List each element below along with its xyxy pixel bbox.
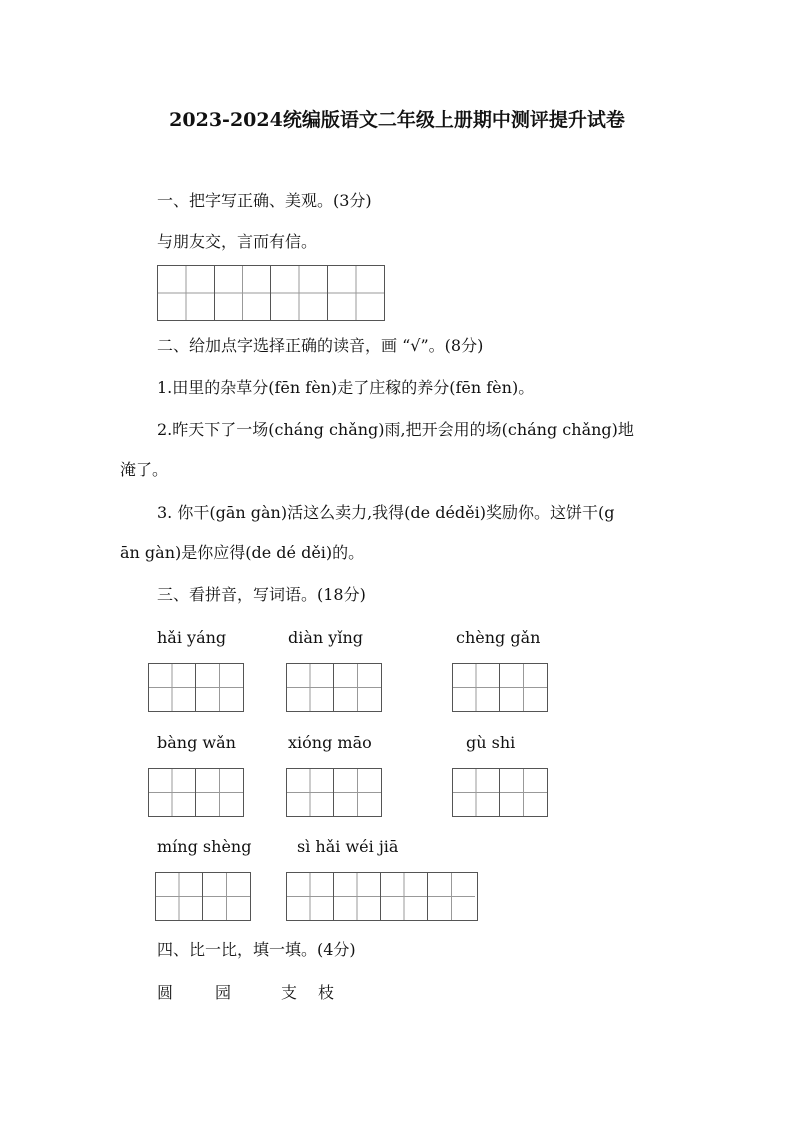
writing-grid-si-hai-wei-jia[interactable]: [286, 872, 478, 921]
writing-grid-hai-yang[interactable]: [148, 663, 244, 712]
pinyin-cheng-gan: chèng gǎn: [456, 628, 541, 647]
pinyin-xiong-mao: xióng māo: [288, 733, 372, 752]
writing-grid-ming-sheng[interactable]: [155, 872, 251, 921]
writing-cell[interactable]: [149, 769, 196, 816]
page-title: 2023-2024统编版语文二年级上册期中测评提升试卷: [169, 109, 625, 131]
writing-cell[interactable]: [287, 873, 334, 920]
writing-grid-section-1[interactable]: [157, 265, 385, 321]
question-2-2-line-2: 淹了。: [120, 460, 169, 479]
pinyin-ming-sheng: míng shèng: [157, 837, 252, 856]
writing-cell[interactable]: [334, 769, 381, 816]
pinyin-bang-wan: bàng wǎn: [157, 733, 236, 752]
writing-grid-cheng-gan[interactable]: [452, 663, 548, 712]
writing-cell[interactable]: [287, 769, 334, 816]
section-1-heading: 一、把字写正确、美观。(3分): [157, 191, 372, 210]
question-2-2-line-1: 2.昨天下了一场(cháng chǎng)雨,把开会用的场(cháng chǎng)地: [157, 420, 634, 439]
section-4-heading: 四、比一比，填一填。(4分): [157, 940, 356, 959]
writing-cell[interactable]: [500, 769, 547, 816]
pinyin-gu-shi: gù shi: [466, 733, 516, 752]
writing-cell[interactable]: [203, 873, 250, 920]
writing-grid-gu-shi[interactable]: [452, 768, 548, 817]
question-2-3-line-1: 3. 你干(gān gàn)活这么卖力,我得(de déděi)奖励你。这饼干(g: [157, 503, 615, 522]
compare-char-2: 园: [215, 983, 232, 1002]
writing-cell[interactable]: [334, 664, 381, 711]
pinyin-dian-ying: diàn yǐng: [288, 628, 363, 647]
writing-cell[interactable]: [428, 873, 475, 920]
writing-cell[interactable]: [156, 873, 203, 920]
compare-char-3: 支: [281, 983, 298, 1002]
writing-cell[interactable]: [453, 664, 500, 711]
section-3-heading: 三、看拼音，写词语。(18分): [157, 585, 366, 604]
writing-cell[interactable]: [196, 664, 243, 711]
pinyin-hai-yang: hǎi yáng: [157, 628, 227, 647]
section-1-sentence: 与朋友交，言而有信。: [157, 232, 318, 251]
writing-cell[interactable]: [271, 266, 328, 320]
writing-cell[interactable]: [158, 266, 215, 320]
writing-grid-bang-wan[interactable]: [148, 768, 244, 817]
compare-char-4: 枝: [318, 983, 335, 1002]
writing-cell[interactable]: [381, 873, 428, 920]
writing-cell[interactable]: [453, 769, 500, 816]
question-2-1: 1.田里的杂草分(fēn fèn)走了庄稼的养分(fēn fèn)。: [157, 378, 535, 397]
writing-grid-dian-ying[interactable]: [286, 663, 382, 712]
writing-cell[interactable]: [334, 873, 381, 920]
section-2-heading: 二、给加点字选择正确的读音，画 “√”。(8分): [157, 336, 484, 355]
writing-cell[interactable]: [328, 266, 385, 320]
writing-cell[interactable]: [196, 769, 243, 816]
writing-grid-xiong-mao[interactable]: [286, 768, 382, 817]
writing-cell[interactable]: [500, 664, 547, 711]
compare-char-1: 圆: [157, 983, 174, 1002]
writing-cell[interactable]: [149, 664, 196, 711]
writing-cell[interactable]: [287, 664, 334, 711]
pinyin-si-hai-wei-jia: sì hǎi wéi jiā: [297, 837, 399, 856]
writing-cell[interactable]: [215, 266, 272, 320]
question-2-3-line-2: ān gàn)是你应得(de dé děi)的。: [120, 543, 365, 562]
